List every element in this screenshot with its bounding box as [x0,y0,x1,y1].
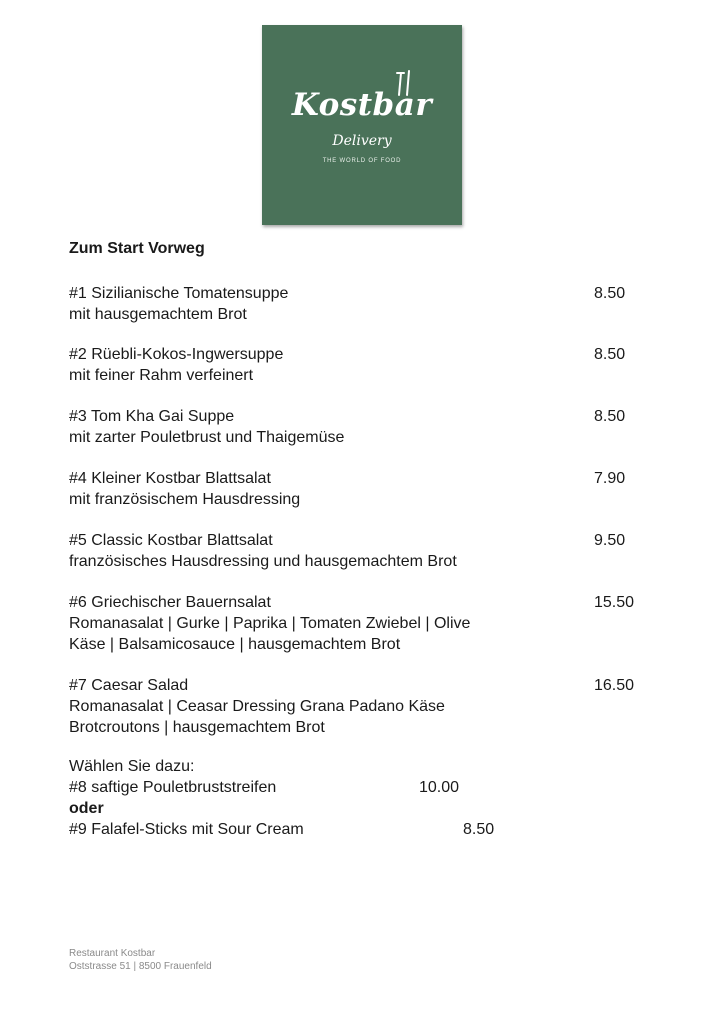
footer [69,947,212,973]
section-title: Zum Start Vorweg [69,240,205,257]
item-price: 8.50 [594,346,626,363]
extra-option [69,821,304,839]
footer-address: Oststrasse 51 | 8500 Frauenfeld [69,961,212,972]
item-price: 9.50 [594,532,626,549]
or-label: oder [69,800,104,817]
fork-knife-icon [262,25,462,225]
logo-subtitle: Delivery [332,133,392,149]
extra-option [69,779,276,797]
item-description: Romanasalat | Gurke | Paprika | Tomaten Zwiebel | Olive [69,615,471,632]
item-description: Brotcroutons | hausgemachtem Brot [69,719,325,736]
logo-brand: Kostbar [291,87,433,123]
menu-item [69,468,669,510]
item-name: #2 Rüebli-Kokos-Ingwersuppe [69,346,284,363]
item-price: 8.50 [594,285,626,302]
item-description: mit hausgemachtem Brot [69,306,247,323]
logo [262,25,462,225]
item-name: #3 Tom Kha Gai Suppe [69,408,235,425]
menu-item [69,530,669,572]
extra-name: #8 saftige Pouletbruststreifen [69,779,277,796]
item-description: mit französischem Hausdressing [69,491,301,508]
item-name: #4 Kleiner Kostbar Blattsalat [69,470,271,487]
item-price: 16.50 [594,677,635,694]
logo-tagline: THE WORLD OF FOOD [322,158,402,164]
item-name: #5 Classic Kostbar Blattsalat [69,532,273,549]
item-name: #1 Sizilianische Tomatensuppe [69,285,289,302]
menu-item [69,592,669,655]
menu-item [69,675,669,738]
item-description: mit zarter Pouletbrust und Thaigemüse [69,429,345,446]
extra-name: #9 Falafel-Sticks mit Sour Cream [69,821,304,838]
item-price: 7.90 [594,470,626,487]
item-description: Käse | Balsamicosauce | hausgemachtem Brot [69,636,401,653]
item-name: #6 Griechischer Bauernsalat [69,594,271,611]
extra-price: 10.00 [419,779,460,796]
menu-item [69,406,669,448]
extra-price: 8.50 [463,821,495,838]
menu-item [69,283,669,325]
footer-name: Restaurant Kostbar [69,948,156,959]
extras-label: Wählen Sie dazu: [69,758,195,775]
item-price: 15.50 [594,594,635,611]
item-price: 8.50 [594,408,626,425]
menu-item [69,344,669,386]
item-description: Romanasalat | Ceasar Dressing Grana Padano Käse [69,698,445,715]
item-description: französisches Hausdressing und hausgemachtem Brot [69,553,457,570]
item-description: mit feiner Rahm verfeinert [69,367,254,384]
item-name: #7 Caesar Salad [69,677,189,694]
